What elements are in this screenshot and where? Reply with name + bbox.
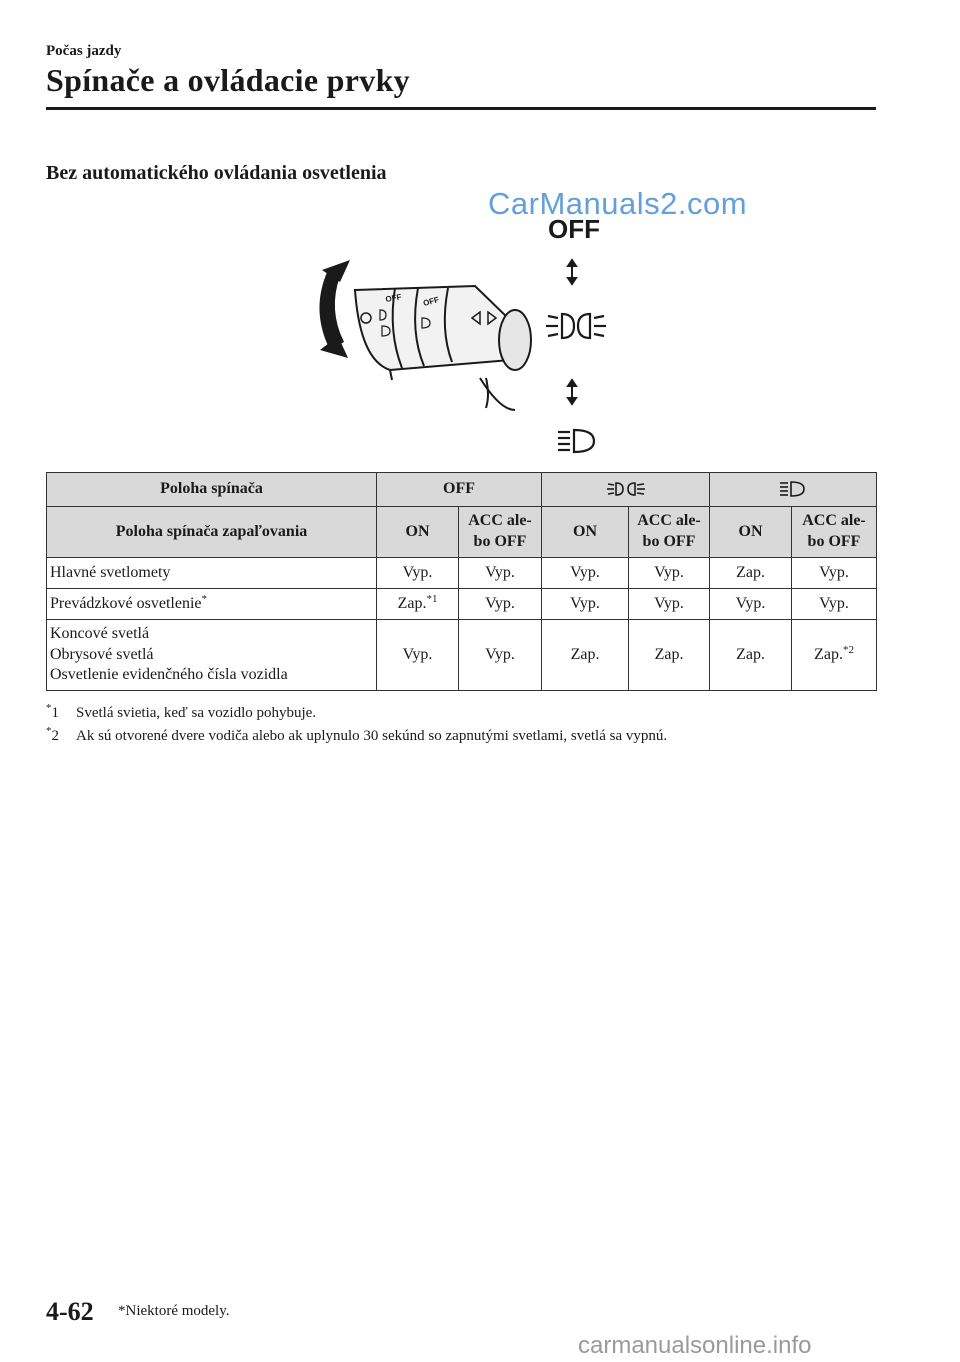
header-col-off: OFF <box>377 473 542 507</box>
row-label: Hlavné svetlomety <box>47 558 377 589</box>
footnote-mark: * <box>201 592 207 605</box>
subheading: Bez automatického ovládania osvetlenia <box>46 162 387 184</box>
ring-label-1: OFF <box>384 292 403 304</box>
title-rule <box>46 107 876 110</box>
watermark-top[interactable]: CarManuals2.com <box>488 186 748 221</box>
table-cell: Vyp. <box>542 589 629 620</box>
table-cell: Zap. <box>542 620 629 691</box>
table-cell: Vyp. <box>459 620 542 691</box>
headlights-icon <box>778 480 808 498</box>
table-row <box>47 620 877 691</box>
page-title: Spínače a ovládacie prvky <box>46 62 410 98</box>
header-col-headlight <box>710 473 877 507</box>
table-cell: Vyp. <box>792 558 877 589</box>
header-ignition-col: ON <box>710 507 792 558</box>
table-cell: Zap.$^{*1}$ <box>377 589 459 620</box>
headlights-icon <box>558 430 594 452</box>
table-row <box>47 589 877 620</box>
header-col-parking <box>542 473 710 507</box>
table-cell: Zap. <box>710 620 792 691</box>
header-ignition-position: Poloha spínača zapaľovania <box>47 507 377 558</box>
table-header-row-ignition <box>47 507 877 558</box>
table-cell: Vyp. <box>792 589 877 620</box>
light-status-table <box>46 472 877 691</box>
header-ignition-col: ON <box>377 507 459 558</box>
table-cell: Vyp. <box>459 589 542 620</box>
table-cell: Vyp. <box>629 589 710 620</box>
footnote-mark: *2 <box>842 643 854 656</box>
light-switch-diagram <box>300 210 640 460</box>
header-ignition-col: ON <box>542 507 629 558</box>
footnote-mark: *1 <box>426 592 438 605</box>
row-label-line: Koncové svetlá <box>50 624 150 642</box>
row-label: Prevádzkové osvetlenie* <box>47 589 377 620</box>
header-ignition-col: ACC ale-bo OFF <box>792 507 877 558</box>
table-cell: Vyp. <box>377 558 459 589</box>
row-label <box>47 620 377 691</box>
parking-lights-icon <box>606 480 646 498</box>
row-label-line: Osvetlenie evidenčného čísla vozidla <box>50 666 288 684</box>
page-number: 4-62 <box>46 1297 94 1326</box>
table-cell: Vyp. <box>542 558 629 589</box>
header-switch-position: Poloha spínača <box>47 473 377 507</box>
footnote-2: *2 Ak sú otvorené dvere vodiča alebo ak uplynulo 30 sekúnd so zapnutými svetlami, svetlá sa vypnú. <box>46 725 668 744</box>
lever-stalk <box>355 286 531 410</box>
header-ignition-col: ACC ale-bo OFF <box>629 507 710 558</box>
table-cell: Vyp. <box>710 589 792 620</box>
ring-label-2: OFF <box>422 295 440 308</box>
header-ignition-col: ACC ale-bo OFF <box>459 507 542 558</box>
table-header-row-switch <box>47 473 877 507</box>
table-row <box>47 558 877 589</box>
section-kicker: Počas jazdy <box>46 43 122 59</box>
table-cell: Vyp. <box>377 620 459 691</box>
footer-note: *Niektoré modely. <box>118 1303 230 1319</box>
position-arrow-lower <box>568 380 576 404</box>
table-cell: Vyp. <box>459 558 542 589</box>
footnote-1: *1 Svetlá svietia, keď sa vozidlo pohybuje. <box>46 702 317 721</box>
table-cell: Vyp. <box>629 558 710 589</box>
rotation-arrow <box>319 260 350 358</box>
table-cell: Zap. <box>710 558 792 589</box>
parking-lights-icon <box>546 314 606 338</box>
table-cell: Zap.$^{*2}$ <box>792 620 877 691</box>
table-cell: Zap. <box>629 620 710 691</box>
row-label-line: Obrysové svetlá <box>50 645 154 663</box>
watermark-bottom[interactable]: carmanualsonline.info <box>578 1332 812 1359</box>
position-arrow-upper <box>568 260 576 284</box>
diagram-off-label: OFF <box>548 214 600 244</box>
